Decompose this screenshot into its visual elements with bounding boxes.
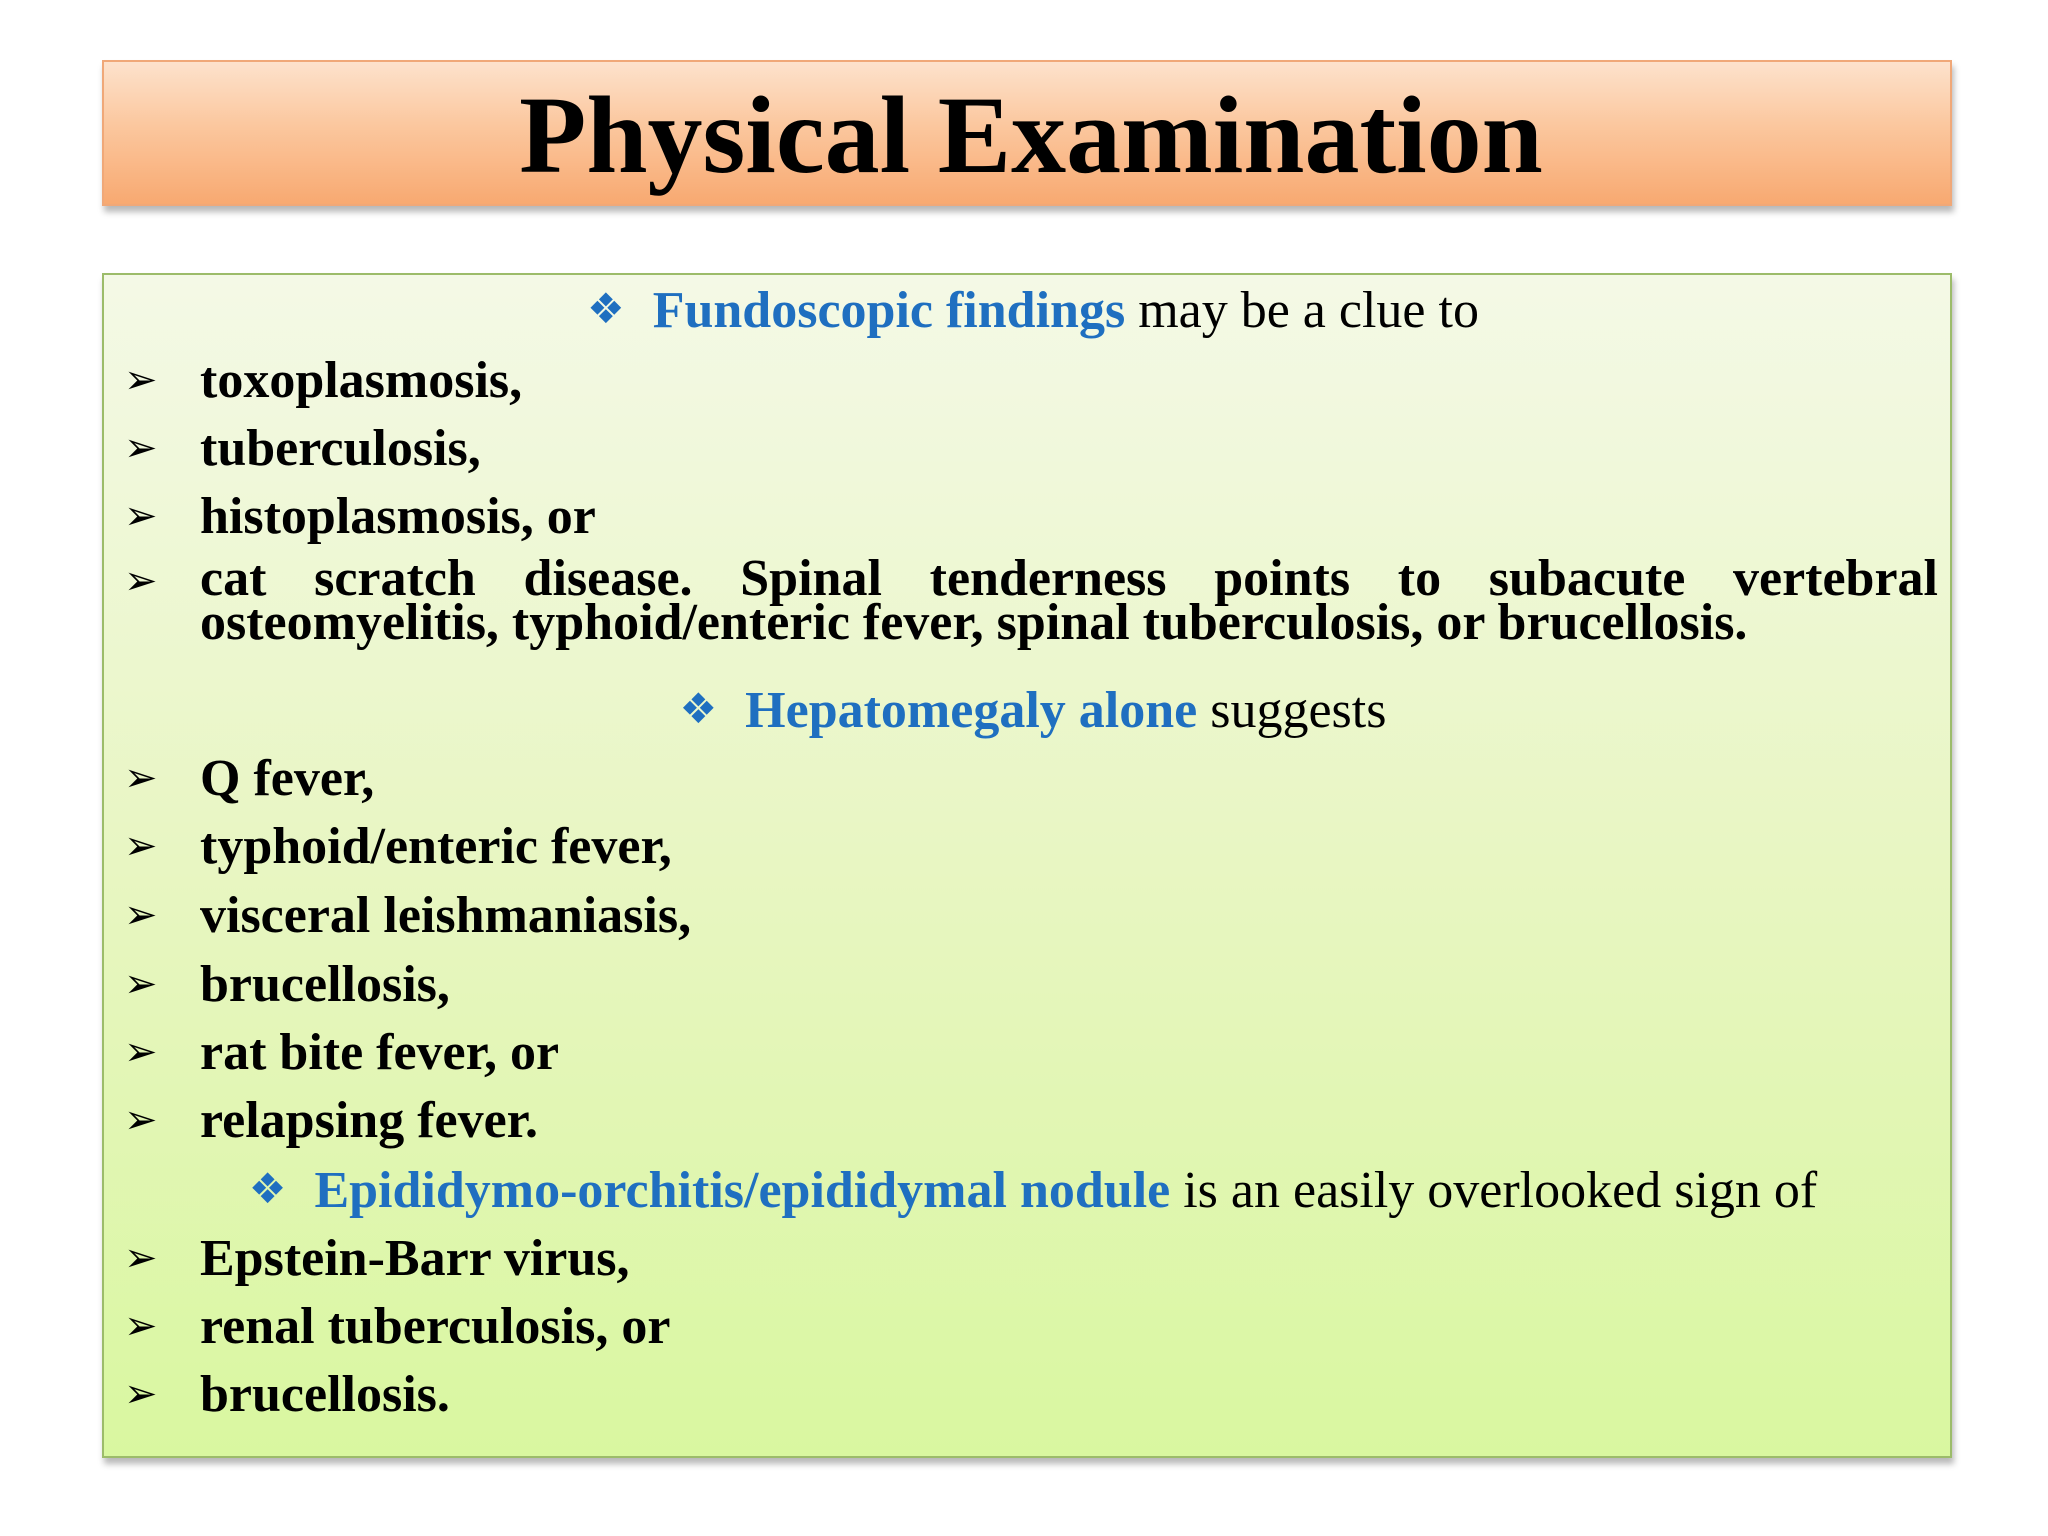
- list-item-text: visceral leishmaniasis,: [200, 887, 692, 944]
- heading-highlight: Hepatomegaly alone: [745, 682, 1198, 739]
- list-item-text: toxoplasmosis,: [200, 352, 523, 409]
- list-item-text: Epstein-Barr virus,: [200, 1230, 630, 1287]
- heading-rest: suggests: [1197, 682, 1387, 739]
- list-item: [124, 1230, 630, 1287]
- list-item: [124, 956, 450, 1013]
- list-item: [124, 488, 596, 545]
- list-item-text: cat scratch disease. Spinal tenderness points to subacute vertebral osteomyelitis, typhoid/enteric fever, spinal tuberculosis, or brucellosis.: [200, 550, 1938, 651]
- list-item-text: typhoid/enteric fever,: [200, 818, 672, 875]
- heading-rest: may be a clue to: [1125, 282, 1479, 339]
- arrow-bullet-icon: ➢: [124, 1029, 158, 1075]
- list-item-text: tuberculosis,: [200, 420, 481, 477]
- heading-highlight: Epididymo-orchitis/epididymal nodule: [314, 1162, 1171, 1219]
- arrow-bullet-icon: ➢: [124, 558, 158, 604]
- arrow-bullet-icon: ➢: [124, 1371, 158, 1417]
- arrow-bullet-icon: ➢: [124, 357, 158, 403]
- list-item: [124, 352, 523, 409]
- heading-highlight: Fundoscopic findings: [652, 282, 1126, 339]
- list-item-text: renal tuberculosis, or: [200, 1298, 671, 1355]
- list-item: [124, 887, 692, 944]
- content-panel: [102, 273, 1952, 1458]
- list-item: [124, 750, 375, 807]
- list-item: [124, 1024, 560, 1081]
- heading-rest: is an easily overlooked sign of: [1170, 1162, 1818, 1219]
- title-banner: [102, 60, 1952, 206]
- arrow-bullet-icon: ➢: [124, 823, 158, 869]
- arrow-bullet-icon: ➢: [124, 1235, 158, 1281]
- list-item: [124, 420, 481, 477]
- list-item-text: histoplasmosis, or: [200, 488, 596, 545]
- list-item: [124, 818, 672, 875]
- arrow-bullet-icon: ➢: [124, 493, 158, 539]
- four-diamond-icon: ❖: [587, 284, 625, 333]
- arrow-bullet-icon: ➢: [124, 892, 158, 938]
- page-title: Physical Examination: [519, 74, 1543, 196]
- list-item-text: brucellosis,: [200, 956, 450, 1013]
- four-diamond-icon: ❖: [679, 684, 718, 733]
- arrow-bullet-icon: ➢: [124, 1303, 158, 1349]
- list-item-text: Q fever,: [200, 750, 375, 807]
- four-diamond-icon: ❖: [248, 1164, 287, 1213]
- list-item: [124, 1366, 450, 1423]
- arrow-bullet-icon: ➢: [124, 1097, 158, 1143]
- section-heading-hepatomegaly: [104, 682, 1950, 739]
- section-heading-epididymo-orchitis: [104, 1162, 1950, 1219]
- list-item: [124, 550, 1938, 651]
- arrow-bullet-icon: ➢: [124, 425, 158, 471]
- list-item-text: brucellosis.: [200, 1366, 450, 1423]
- list-item-text: relapsing fever.: [200, 1092, 538, 1149]
- list-item: [124, 1092, 538, 1149]
- arrow-bullet-icon: ➢: [124, 961, 158, 1007]
- list-item: [124, 1298, 671, 1355]
- section-heading-fundoscopic: [104, 282, 1950, 339]
- arrow-bullet-icon: ➢: [124, 755, 158, 801]
- list-item-text: rat bite fever, or: [200, 1024, 560, 1081]
